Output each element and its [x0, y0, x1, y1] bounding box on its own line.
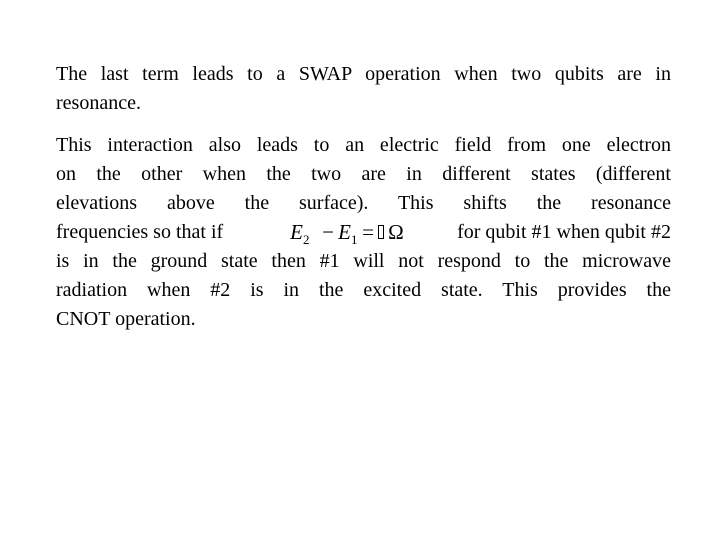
- paragraph-cnot-interaction: [56, 131, 671, 334]
- equation-equals: =: [362, 220, 374, 244]
- equation-omega: Ω: [388, 220, 404, 244]
- text-line: is in the ground state then #1 will not respond to the microwave: [56, 250, 671, 272]
- energy-difference-equation: [272, 218, 408, 247]
- paragraph-swap-resonance: [56, 60, 671, 118]
- text-line-with-equation: [56, 218, 671, 247]
- missing-glyph-box: [378, 225, 384, 239]
- text-line: CNOT operation.: [56, 308, 196, 330]
- text-line: radiation when #2 is in the excited state. This provides the: [56, 279, 671, 301]
- text-segment: for qubit #1 when qubit #2: [457, 221, 671, 243]
- text-line: resonance.: [56, 92, 141, 114]
- text-line: This interaction also leads to an electric field from one electron: [56, 134, 671, 156]
- equation-symbol-e1: $E_1$: [338, 220, 358, 247]
- text-line: elevations above the surface). This shifts the resonance: [56, 192, 671, 214]
- equation-symbol-e2: $E_2$: [290, 220, 310, 247]
- text-segment: frequencies so that if: [56, 221, 224, 243]
- text-line: The last term leads to a SWAP operation when two qubits are in: [56, 63, 671, 85]
- equation-minus: −: [322, 220, 334, 244]
- text-line: on the other when the two are in different states (different: [56, 163, 671, 185]
